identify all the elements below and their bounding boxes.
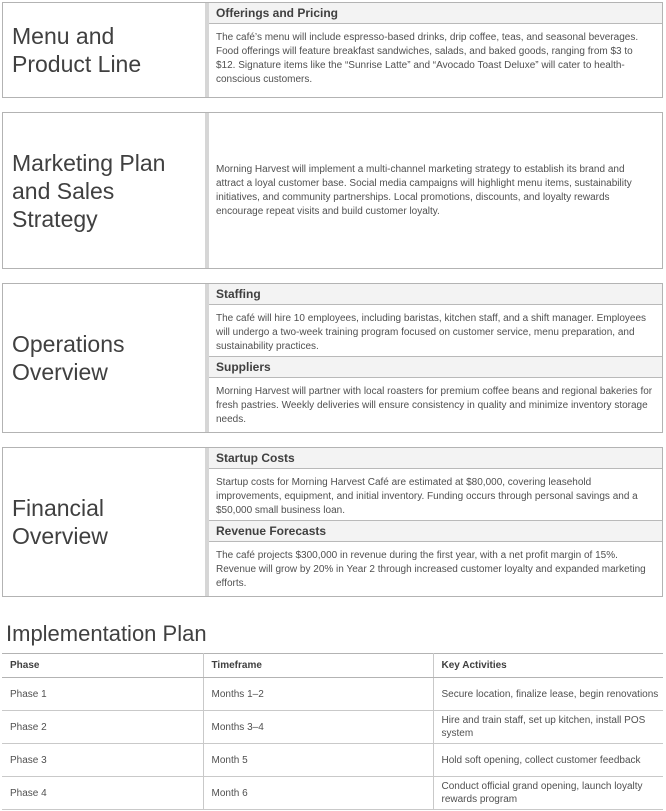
marketing-title-line-2: and Sales [12,177,115,204]
operations-title-line-1: Operations [12,331,125,357]
timeframe-cell: Month 6 [203,777,433,810]
activities-cell: Hire and train staff, set up kitchen, install POS system [433,711,663,744]
phase-cell: Phase 2 [2,711,203,744]
staffing-heading: Staffing [209,284,662,305]
header-timeframe: Timeframe [203,654,433,678]
menu-section-title [3,3,205,97]
timeframe-cell: Months 3–4 [203,711,433,744]
table-row [2,744,663,777]
staffing-text: The café will hire 10 employees, including baristas, kitchen staff, and a shift manager. Employees will undergo a two-week training program focused on customer service, menu preparation, and sustainability practices. [216,313,647,352]
marketing-title-line-1: Marketing Plan [12,149,166,176]
financial-section [2,447,663,597]
financial-section-title [3,448,205,596]
operations-section-title [3,284,205,432]
marketing-section [2,112,663,269]
marketing-title-line-3: Strategy [12,205,98,232]
financial-title-line-2: Overview [12,523,108,549]
financial-content [205,448,662,596]
timeframe-cell: Months 1–2 [203,678,433,711]
marketing-text: Morning Harvest will implement a multi-channel marketing strategy to establish its brand and attract a loyal customer base. Social media campaigns will highlight menu items, sustainability initiatives, and community partnerships. Local promotions, discounts, and loyalty rewards encourage repeat visits and build customer loyalty. [216,163,632,217]
startup-costs-text: Startup costs for Morning Harvest Café are estimated at $80,000, covering leasehold improvements, equipment, and initial inventory. Funding occurs through personal savings and a $50,000 small business loan. [216,477,638,516]
activities-cell: Secure location, finalize lease, begin renovations [433,678,663,711]
startup-costs-heading: Startup Costs [209,448,662,469]
operations-title-line-2: Overview [12,359,108,385]
menu-title-line-1: Menu and [12,23,115,49]
menu-section [2,2,663,98]
marketing-content [205,113,662,268]
operations-section [2,283,663,433]
financial-title-line-1: Financial [12,495,105,521]
table-row [2,711,663,744]
phase-cell: Phase 3 [2,744,203,777]
table-header-row [2,654,663,678]
implementation-title: Implementation Plan [6,621,207,646]
menu-title-line-2: Product Line [12,51,142,77]
phase-cell: Phase 4 [2,777,203,810]
header-phase: Phase [2,654,203,678]
offerings-heading: Offerings and Pricing [209,3,662,24]
suppliers-heading: Suppliers [209,356,662,378]
timeframe-cell: Month 5 [203,744,433,777]
activities-cell: Hold soft opening, collect customer feedback [433,744,663,777]
operations-content [205,284,662,432]
revenue-forecasts-text: The café projects $300,000 in revenue during the first year, with a net profit margin of 15%. Revenue will grow by 20% in Year 2 through increased customer loyalty and expanded marketing efforts. [216,550,646,589]
header-key-activities: Key Activities [433,654,663,678]
implementation-table [2,653,663,810]
menu-content [205,3,662,97]
table-row [2,777,663,810]
phase-cell: Phase 1 [2,678,203,711]
revenue-forecasts-heading: Revenue Forecasts [209,520,662,542]
marketing-section-title [3,113,205,268]
activities-cell: Conduct official grand opening, launch loyalty rewards program [433,777,663,810]
suppliers-text: Morning Harvest will partner with local roasters for premium coffee beans and regional bakeries for fresh pastries. Weekly deliveries will ensure consistency in quality and minimize inventory storage needs. [216,386,653,425]
table-row [2,678,663,711]
offerings-text: The café’s menu will include espresso-based drinks, drip coffee, teas, and seasonal beverages. Food offerings will feature breakfast sandwiches, salads, and baked goods, ranging from $3 to $12. Signature items like the “Sunrise Latte” and “Avocado Toast Deluxe” will cater to health-conscious customers. [216,32,639,85]
